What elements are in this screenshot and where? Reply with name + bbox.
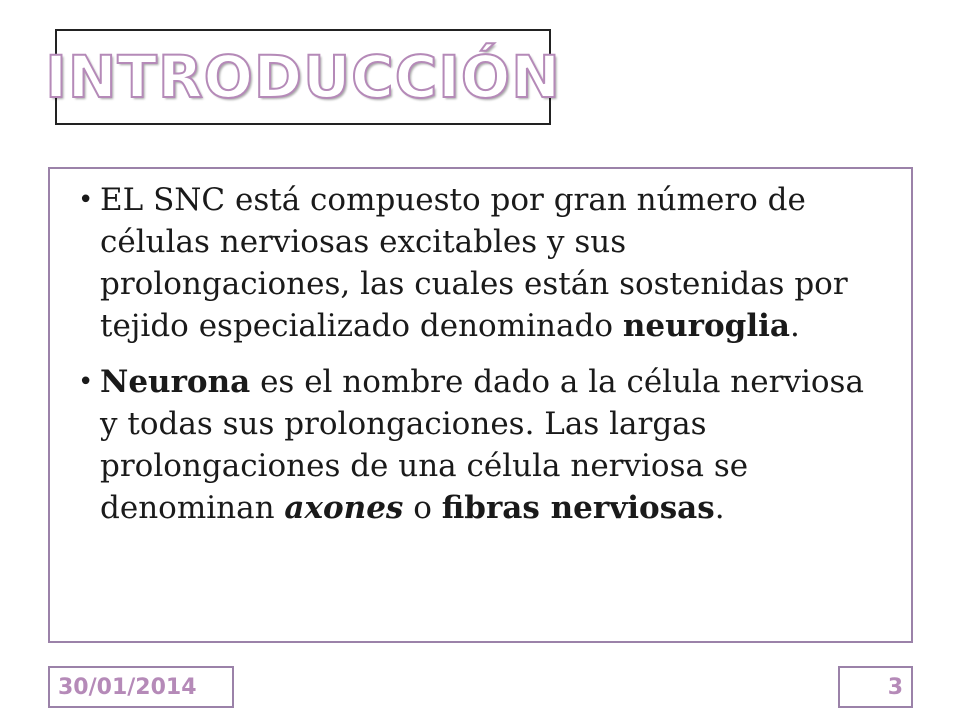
bullet-1-text: EL SNC está compuesto por gran número de células nerviosas excitables y sus prolongaciones, las cuales están sostenidas por tejido especializado denominado — [100, 182, 848, 344]
bullet-2-term-neurona: Neurona — [100, 364, 251, 400]
bullet-dot-icon: • — [78, 185, 94, 215]
footer-page-number: 3 — [838, 666, 913, 708]
bullet-2-text: es el nombre dado a la célula nerviosa y todas sus prolongaciones. Las largas prolongaciones de una célula nerviosa se denominan — [100, 364, 864, 526]
title-box — [45, 29, 561, 125]
bullet-2-term-axones: axones — [284, 490, 404, 526]
bullet-item-neurona — [78, 361, 881, 529]
bullet-2-connector: o — [403, 490, 442, 526]
bullet-dot-icon: • — [78, 367, 94, 397]
footer-date: 30/01/2014 — [48, 666, 234, 708]
content-box — [48, 167, 913, 643]
slide-title: INTRODUCCIÓN — [45, 43, 561, 111]
bullet-1-term-neuroglia: neuroglia — [622, 308, 790, 344]
bullet-2-end: . — [714, 490, 725, 526]
bullet-1-end: . — [789, 308, 800, 344]
bullet-item-snc — [78, 179, 881, 347]
bullet-list — [50, 169, 911, 529]
bullet-2-term-fibras: fibras nerviosas — [441, 490, 715, 526]
